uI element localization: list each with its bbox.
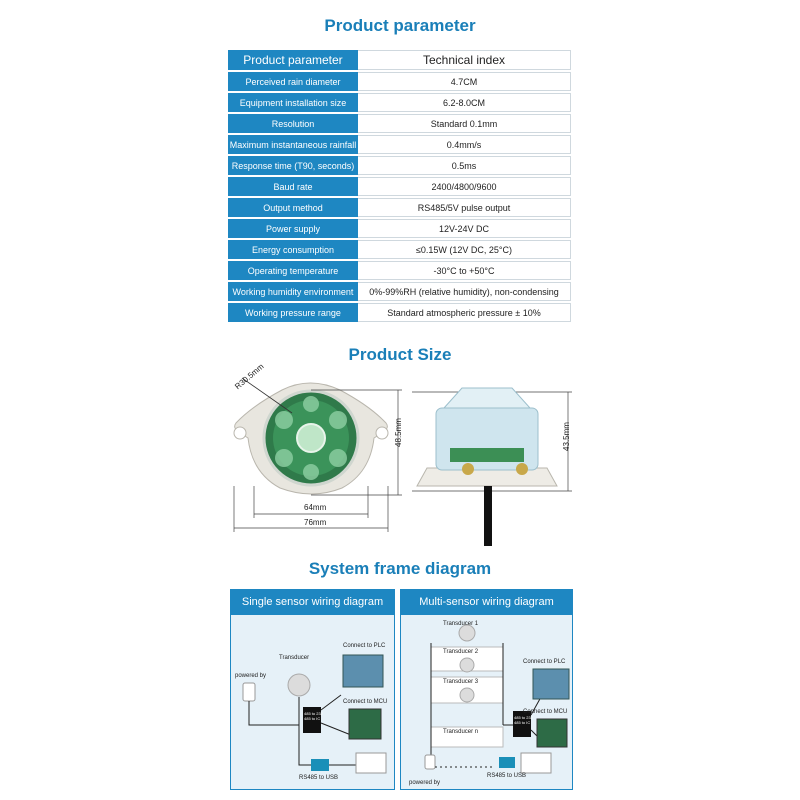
- param-key: Working humidity environment: [228, 282, 358, 301]
- multi-t3-label: Transducer 3: [443, 679, 479, 685]
- outer-width-label: 76mm: [304, 518, 327, 527]
- table-row: [228, 261, 571, 280]
- section-title-size: Product Size: [348, 345, 452, 364]
- param-value: RS485/5V pulse output: [358, 198, 571, 217]
- multi-sensor-panel: [400, 589, 573, 790]
- param-value: 0.4mm/s: [358, 135, 571, 154]
- param-key: Perceived rain diameter: [228, 72, 358, 91]
- multi-t1-label: Transducer 1: [443, 621, 479, 627]
- multi-mcu-label: Connect to MCU: [523, 709, 568, 715]
- single-mcu-label: Connect to MCU: [343, 699, 388, 705]
- multi-t2-label: Transducer 2: [443, 649, 479, 655]
- table-row: [228, 198, 571, 217]
- param-key: Equipment installation size: [228, 93, 358, 112]
- table-row: [228, 114, 571, 133]
- multi-wiring-graphic: [401, 615, 574, 791]
- header-value: Technical index: [358, 50, 571, 70]
- multi-plc-label: Connect to PLC: [523, 659, 566, 665]
- table-row: [228, 303, 571, 322]
- single-transducer-label: Transducer: [279, 655, 310, 661]
- inner-width-label: 64mm: [304, 503, 327, 512]
- param-key: Response time (T90, seconds): [228, 156, 358, 175]
- single-panel-title: Single sensor wiring diagram: [231, 590, 394, 615]
- param-key: Resolution: [228, 114, 358, 133]
- param-value: Standard 0.1mm: [358, 114, 571, 133]
- height-side-label: 43.5mm: [561, 422, 571, 451]
- side-view-sensor: [417, 388, 557, 546]
- product-size-drawing: [222, 368, 582, 548]
- multi-tn-label: Transducer n: [443, 729, 479, 735]
- single-usb-label: RS485 to USB: [299, 775, 339, 781]
- parameter-table: [228, 48, 571, 324]
- height-top-label: 48.5mm: [393, 418, 403, 447]
- param-key: Energy consumption: [228, 240, 358, 259]
- param-key: Baud rate: [228, 177, 358, 196]
- table-row: [228, 93, 571, 112]
- param-value: 0.5ms: [358, 156, 571, 175]
- single-plc-label: Connect to PLC: [343, 643, 386, 649]
- multi-usb-label: RS485 to USB: [487, 773, 527, 779]
- multi-converter-label: 485 to 232 485 to IC: [514, 715, 533, 725]
- multi-powered-label: powered by: [409, 780, 441, 786]
- single-sensor-panel: [230, 589, 395, 790]
- param-value: 6.2-8.0CM: [358, 93, 571, 112]
- section-title-system: System frame diagram: [308, 559, 492, 578]
- param-key: Maximum instantaneous rainfall: [228, 135, 358, 154]
- single-converter-label: 485 to 232 485 to IC: [304, 711, 323, 721]
- table-header-row: [228, 50, 571, 70]
- table-row: [228, 282, 571, 301]
- param-value: 2400/4800/9600: [358, 177, 571, 196]
- param-value: ≤0.15W (12V DC, 25°C): [358, 240, 571, 259]
- multi-panel-title: Multi-sensor wiring diagram: [401, 590, 572, 615]
- table-row: [228, 156, 571, 175]
- param-value: -30°C to +50°C: [358, 261, 571, 280]
- top-view-sensor: [234, 378, 388, 494]
- table-row: [228, 135, 571, 154]
- param-key: Working pressure range: [228, 303, 358, 322]
- section-title-parameters: Product parameter: [324, 16, 476, 35]
- radius-label: R30.5mm: [233, 361, 266, 392]
- param-value: 0%-99%RH (relative humidity), non-condensing: [358, 282, 571, 301]
- single-powered-label: powered by: [235, 673, 267, 679]
- table-row: [228, 240, 571, 259]
- param-key: Output method: [228, 198, 358, 217]
- table-row: [228, 177, 571, 196]
- header-key: Product parameter: [228, 50, 358, 70]
- param-value: Standard atmospheric pressure ± 10%: [358, 303, 571, 322]
- param-value: 12V-24V DC: [358, 219, 571, 238]
- param-value: 4.7CM: [358, 72, 571, 91]
- table-row: [228, 72, 571, 91]
- table-row: [228, 219, 571, 238]
- param-key: Operating temperature: [228, 261, 358, 280]
- param-key: Power supply: [228, 219, 358, 238]
